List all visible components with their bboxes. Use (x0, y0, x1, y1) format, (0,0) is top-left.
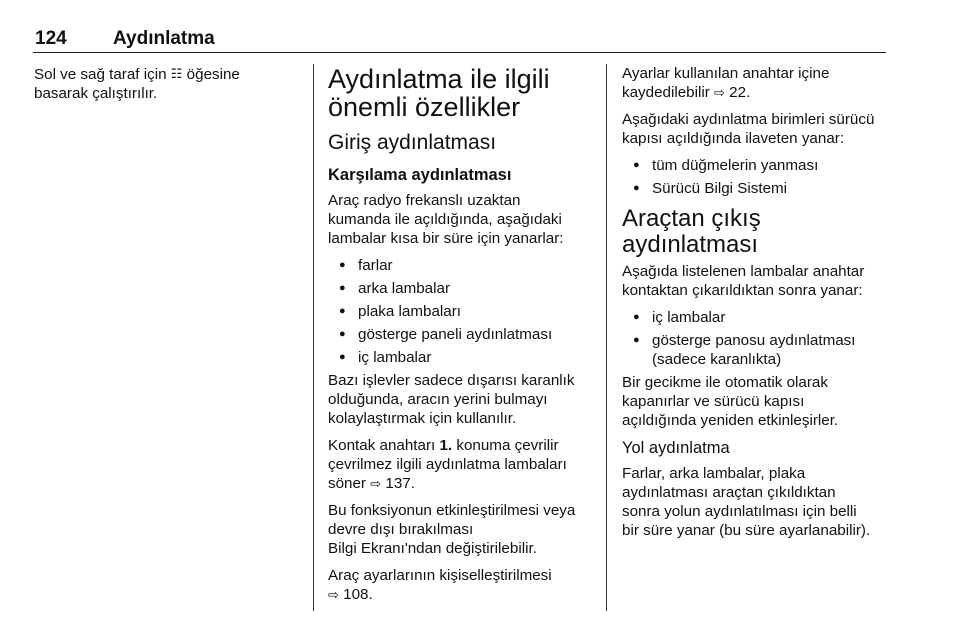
page-number: 124 (35, 28, 67, 49)
paragraph: Bazı işlevler sadece dışarısı karanlık olduğunda, aracın yerini bulmayı kolaylaştırmak için kullanılır. (328, 372, 575, 427)
paragraph: Kontak anahtarı 1. konuma çevrilir çevrilmez ilgili aydınlatma lambaları söner ⇨ 137. (328, 437, 567, 492)
column-1 (34, 64, 304, 111)
arrow-reference-icon: ⇨ (370, 476, 382, 491)
section-heading-entry-lighting: Giriş aydınlatması (328, 131, 497, 154)
page-reference-link[interactable]: 137. (385, 475, 415, 492)
paragraph: Bir gecikme ile otomatik olarak kapanırlar ve sürücü kapısı açıldığında yeniden etkinleşirler. (622, 374, 839, 429)
paragraph: Aşağıda listelenen lambalar anahtar kontaktan çıkarıldıktan sonra yanar: (622, 263, 865, 299)
main-heading: Aydınlatma ile ilgili önemli özellikler (328, 64, 550, 122)
paragraph: Farlar, arka lambalar, plaka aydınlatması araçtan çıkıldıktan sonra yolun aydınlatılması için belli bir süre yanar (bu süre ayarlanabilir). (622, 465, 871, 539)
list-item: ● iç lambalar (328, 348, 596, 367)
subsection-heading-path-lighting: Yol aydınlatma (622, 439, 730, 457)
column-3 (622, 64, 890, 548)
list-item: ● tüm düğmelerin yanması (622, 156, 890, 175)
page-header-title: Aydınlatma (113, 28, 215, 49)
list-item: ● gösterge panosu aydınlatması (sadece karanlıkta) (622, 331, 890, 369)
paragraph: Aşağıdaki aydınlatma birimleri sürücü kapısı açıldığında ilaveten yanar: (622, 111, 875, 147)
page-reference-link[interactable]: 108. (343, 586, 373, 603)
paragraph: Araç ayarlarının kişiselleştirilmesi ⇨ 108. (328, 567, 552, 603)
list-item: ● farlar (328, 256, 596, 275)
column-divider-1 (313, 64, 314, 611)
bullet-list-exit-lamps (622, 308, 890, 369)
column-divider-2 (606, 64, 607, 611)
column-2 (328, 64, 596, 612)
page-header (33, 26, 886, 53)
paragraph: Bu fonksiyonun etkinleştirilmesi veya devre dışı bırakılması Bilgi Ekranı'ndan değiştirilebilir. (328, 502, 576, 557)
list-item: ● iç lambalar (622, 308, 890, 327)
lamp-switch-icon: ☷ (170, 66, 183, 81)
paragraph: Ayarlar kullanılan anahtar içine kaydedilebilir ⇨ 22. (622, 65, 830, 101)
bullet-list-lamps (328, 256, 596, 367)
list-item: ● gösterge paneli aydınlatması (328, 325, 596, 344)
arrow-reference-icon: ⇨ (714, 85, 725, 100)
page-reference-link[interactable]: 22. (729, 84, 751, 101)
section-heading-exit-lighting: Araçtan çıkış aydınlatması (622, 205, 761, 258)
intro-paragraph: Sol ve sağ taraf için ☷ öğesine basarak çalıştırılır. (34, 66, 240, 102)
paragraph: Araç radyo frekanslı uzaktan kumanda ile açıldığında, aşağıdaki lambalar kısa bir süre için yanarlar: (328, 192, 564, 247)
list-item: ● Sürücü Bilgi Sistemi (622, 179, 890, 198)
bullet-list-driver-door (622, 156, 890, 198)
arrow-reference-icon: ⇨ (328, 587, 339, 602)
subsection-heading-welcome-lighting: Karşılama aydınlatması (328, 166, 512, 184)
list-item: ● plaka lambaları (328, 302, 596, 321)
list-item: ● arka lambalar (328, 279, 596, 298)
